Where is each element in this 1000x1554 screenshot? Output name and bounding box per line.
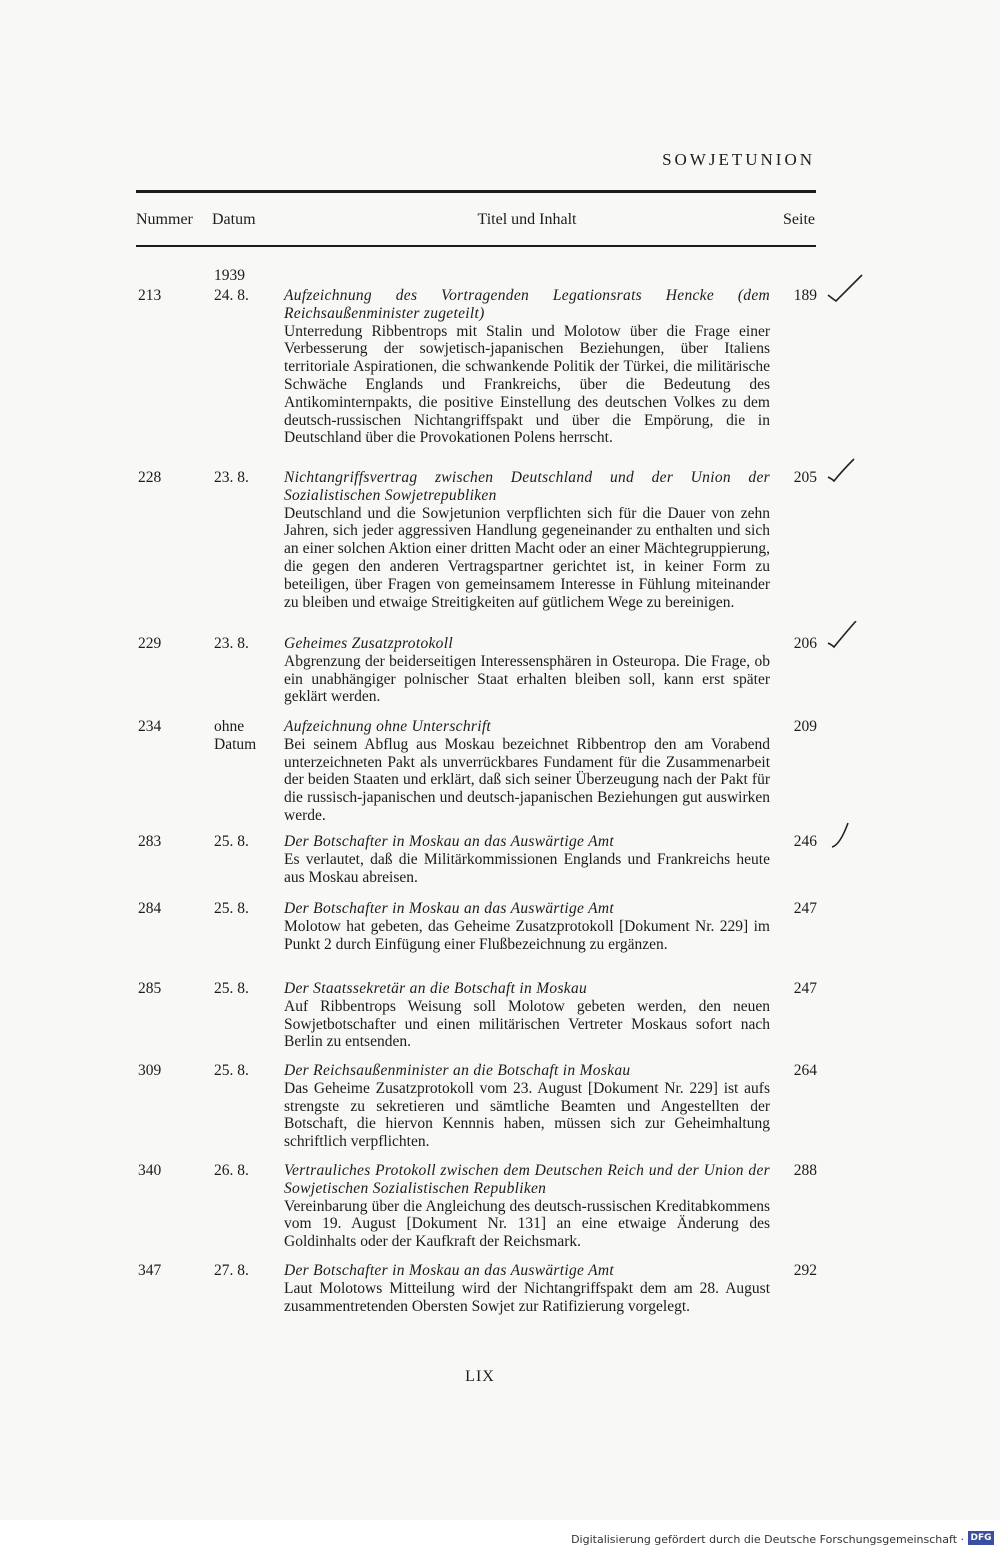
entry-page: 246 xyxy=(793,833,817,850)
entry-date: 24. 8. xyxy=(214,287,249,304)
entry-title: Der Botschafter in Moskau an das Auswärtige Amt xyxy=(284,833,614,850)
header-date: Datum xyxy=(212,211,256,228)
year-label: 1939 xyxy=(214,267,245,284)
entry-number: 340 xyxy=(138,1162,162,1179)
entry-page: 247 xyxy=(793,900,817,917)
entry-date: 25. 8. xyxy=(214,900,249,917)
entry-content: Unterredung Ribbentrops mit Stalin und Molotow über die Frage einer Verbesserung der sowjetisch-japanischen Beziehungen, über Italiens territoriale Aspirationen, die schwankende Politik der Türkei, die militärische Schwäche Englands und Frankreichs, über die Bedeutung des Antikominternpakts, die positive Einstellung des deutschen Volkes zu dem deutsch-russischen Nichtangriffspakt und über die Empörung, die in Deutschland über die Provokationen Polens herrscht. xyxy=(284,322,770,447)
header-page: Seite xyxy=(783,211,815,228)
header-bottom-rule xyxy=(136,245,816,247)
entry-content: Auf Ribbentrops Weisung soll Molotow gebeten werden, den neuen Sowjetbotschafter und einen militärischen Vertreter Moskaus sofort nach Berlin zu entsenden. xyxy=(284,997,770,1051)
entry-content: Das Geheime Zusatzprotokoll vom 23. August [Dokument Nr. 229] ist aufs strengste zu sekretieren und sämtliche Beamten und Angestellten der Botschaft, die hiervon Kennnis haben, müssen sich zur Geheimhaltung schriftlich verpflichten. xyxy=(284,1079,770,1151)
page-folio: LIX xyxy=(465,1368,495,1385)
entry-number: 285 xyxy=(138,980,162,997)
entry-page: 288 xyxy=(793,1162,817,1179)
entry-number: 283 xyxy=(138,833,162,850)
entry-title: Der Reichsaußenminister an die Botschaft in Moskau xyxy=(284,1062,631,1079)
entry-content: Laut Molotows Mitteilung wird der Nichtangriffspakt dem am 28. August zusammentretenden Obersten Sowjet zur Ratifizierung vorgelegt. xyxy=(284,1279,770,1315)
entry-content: Es verlautet, daß die Militärkommissionen Englands und Frankreichs heute aus Moskau abreisen. xyxy=(284,850,770,886)
checkmark-icon xyxy=(826,621,866,655)
entry-title: Nichtangriffsvertrag zwischen Deutschland und der Union der Sozialistischen Sowjetrepubliken xyxy=(284,469,770,504)
entry-title: Geheimes Zusatzprotokoll xyxy=(284,635,453,652)
entry-date: 26. 8. xyxy=(214,1162,249,1179)
header-top-rule xyxy=(136,190,816,193)
checkmark-icon xyxy=(826,273,866,307)
entry-title: Der Botschafter in Moskau an das Auswärtige Amt xyxy=(284,900,614,917)
entry-page: 205 xyxy=(793,469,817,486)
entry-page: 189 xyxy=(793,287,817,304)
footer-credit: Digitalisierung gefördert durch die Deutsche Forschungsgemeinschaft · xyxy=(571,1533,964,1546)
entry-content: Deutschland und die Sowjetunion verpflichten sich für die Dauer von zehn Jahren, sich jeder aggressiven Handlung gegeneinander zu enthalten und sich an einer solchen Aktion einer dritten Macht oder an einer Mächtegruppierung, die gegen den anderen Vertragspartner gerichtet ist, in keiner Form zu beteiligen, über Fragen von gemeinsamem Interesse in Fühlung miteinander zu bleiben und etwaige Streitigkeiten auf gütlichem Wege zu bereinigen. xyxy=(284,504,770,611)
entry-title: Aufzeichnung ohne Unterschrift xyxy=(284,718,492,735)
entry-date: ohne Datum xyxy=(214,718,257,753)
entry-number: 309 xyxy=(138,1062,162,1079)
entry-number: 347 xyxy=(138,1262,162,1279)
entry-date: 23. 8. xyxy=(214,469,249,486)
header-title: Titel und Inhalt xyxy=(477,211,577,228)
entry-title: Der Botschafter in Moskau an das Auswärtige Amt xyxy=(284,1262,614,1279)
entry-content: Molotow hat gebeten, das Geheime Zusatzprotokoll [Dokument Nr. 229] im Punkt 2 durch Einfügung einer Flußbezeichnung zu ergänzen. xyxy=(284,917,770,953)
dfg-logo-icon: DFG xyxy=(968,1531,994,1545)
entry-page: 209 xyxy=(793,718,817,735)
entry-date: 25. 8. xyxy=(214,833,249,850)
entry-date: 25. 8. xyxy=(214,980,249,997)
entry-number: 228 xyxy=(138,469,162,486)
footer-bar xyxy=(0,1520,1000,1554)
header-number: Nummer xyxy=(136,211,193,228)
entry-page: 292 xyxy=(793,1262,817,1279)
entry-number: 284 xyxy=(138,900,162,917)
entry-page: 247 xyxy=(793,980,817,997)
entry-number: 229 xyxy=(138,635,162,652)
entry-title: Vertrauliches Protokoll zwischen dem Deutschen Reich und der Union der Sowjetischen Sozialistischen Republiken xyxy=(284,1162,770,1197)
entry-title: Der Staatssekretär an die Botschaft in Moskau xyxy=(284,980,588,997)
entry-number: 213 xyxy=(138,287,162,304)
entry-date: 23. 8. xyxy=(214,635,249,652)
entry-date: 27. 8. xyxy=(214,1262,249,1279)
entry-page: 206 xyxy=(793,635,817,652)
entry-number: 234 xyxy=(138,718,162,735)
entry-page: 264 xyxy=(793,1062,817,1079)
entry-date: 25. 8. xyxy=(214,1062,249,1079)
entry-content: Vereinbarung über die Angleichung des deutsch-russischen Kreditabkommens vom 19. August [Dokument Nr. 131] an eine etwaige Änderung des Goldinhalts oder der Kaufkraft der Reichsmark. xyxy=(284,1197,770,1251)
checkmark-icon xyxy=(826,819,866,853)
entry-content: Abgrenzung der beiderseitigen Interessensphären in Osteuropa. Die Frage, ob ein unabhängiger polnischer Staat erhalten bleiben soll, kann erst später geklärt werden. xyxy=(284,652,770,706)
entry-content: Bei seinem Abflug aus Moskau bezeichnet Ribbentrop den am Vorabend unterzeichneten Pakt als unverrückbares Fundament für die Zusammenarbeit der beiden Staaten und erklärt, daß sich seiner Überzeugung nach der Pakt für die russisch-japanischen und deutsch-japanischen Beziehungen gut auswirken werde. xyxy=(284,735,770,824)
entry-title: Aufzeichnung des Vortragenden Legationsrats Hencke (dem Reichsaußenminister zugeteilt) xyxy=(284,287,770,322)
checkmark-icon xyxy=(826,455,866,489)
section-title: SOWJETUNION xyxy=(662,150,815,169)
